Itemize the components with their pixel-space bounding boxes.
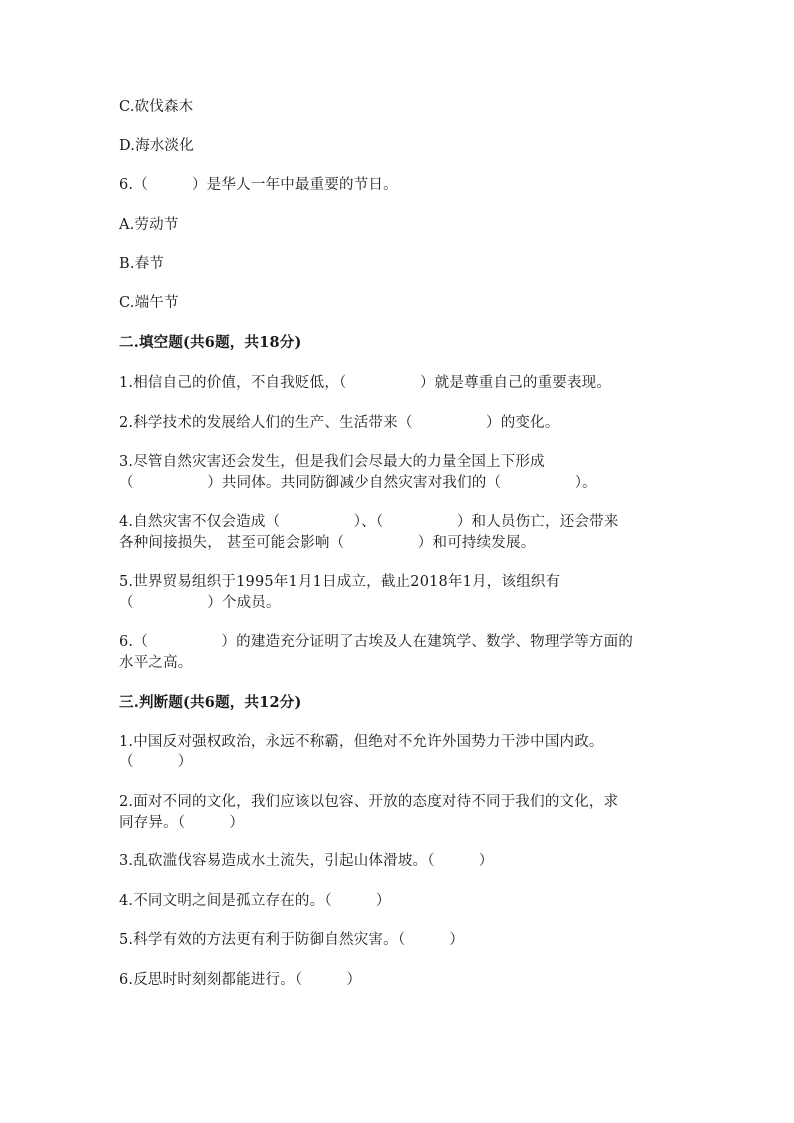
fill-question-6-line-1: 6.（ ）的建造充分证明了古埃及人在建筑学、数学、物理学等方面的 (119, 634, 634, 650)
judge-question-5: 5.科学有效的方法更有利于防御自然灾害。（ ） (119, 932, 465, 948)
fill-question-4-line-2: 各种间接损失， 甚至可能会影响（ ）和可持续发展。 (119, 535, 536, 551)
judge-question-6: 6.反思时时刻刻都能进行。（ ） (119, 972, 362, 988)
section-fill-blank-heading: 二.填空题(共6题，共18分) (119, 334, 302, 351)
option-b: B.春节 (119, 256, 165, 272)
option-a: A.劳动节 (119, 217, 179, 233)
fill-question-3-line-1: 3.尽管自然灾害还会发生，但是我们会尽最大的力量全国上下形成 (119, 454, 545, 470)
fill-question-2: 2.科学技术的发展给人们的生产、生活带来（ ）的变化。 (119, 415, 560, 431)
fill-question-4-line-1: 4.自然灾害不仅会造成（ ）、（ ）和人员伤亡，还会带来 (119, 514, 619, 530)
judge-question-2-line-1: 2.面对不同的文化，我们应该以包容、开放的态度对待不同于我们的文化，求 (119, 794, 619, 810)
fill-question-5-line-2: （ ）个成员。 (119, 595, 281, 611)
judge-question-4: 4.不同文明之间是孤立存在的。（ ） (119, 893, 391, 909)
fill-question-3-line-2: （ ）共同体。共同防御减少自然灾害对我们的（ ）。 (119, 475, 597, 491)
option-c: C.端午节 (119, 295, 179, 311)
fill-question-6-line-2: 水平之高。 (119, 655, 193, 671)
judge-question-1-line-1: 1.中国反对强权政治，永远不称霸，但绝对不允许外国势力干涉中国内政。 (119, 734, 604, 750)
fill-question-5-line-1: 5.世界贸易组织于1995年1月1日成立，截止2018年1月，该组织有 (119, 574, 561, 590)
section-judge-heading: 三.判断题(共6题，共12分) (119, 694, 302, 711)
judge-question-1-line-2: （ ） (119, 754, 193, 770)
fill-question-1: 1.相信自己的价值，不自我贬低，（ ）就是尊重自己的重要表现。 (119, 375, 612, 391)
option-d-prev: D.海水淡化 (119, 138, 194, 154)
question-6-stem: 6.（ ）是华人一年中最重要的节日。 (119, 177, 398, 193)
option-c-prev: C.砍伐森木 (119, 99, 194, 115)
judge-question-2-line-2: 同存异。（ ） (119, 815, 245, 831)
judge-question-3: 3.乱砍滥伐容易造成水土流失，引起山体滑坡。（ ） (119, 853, 494, 869)
